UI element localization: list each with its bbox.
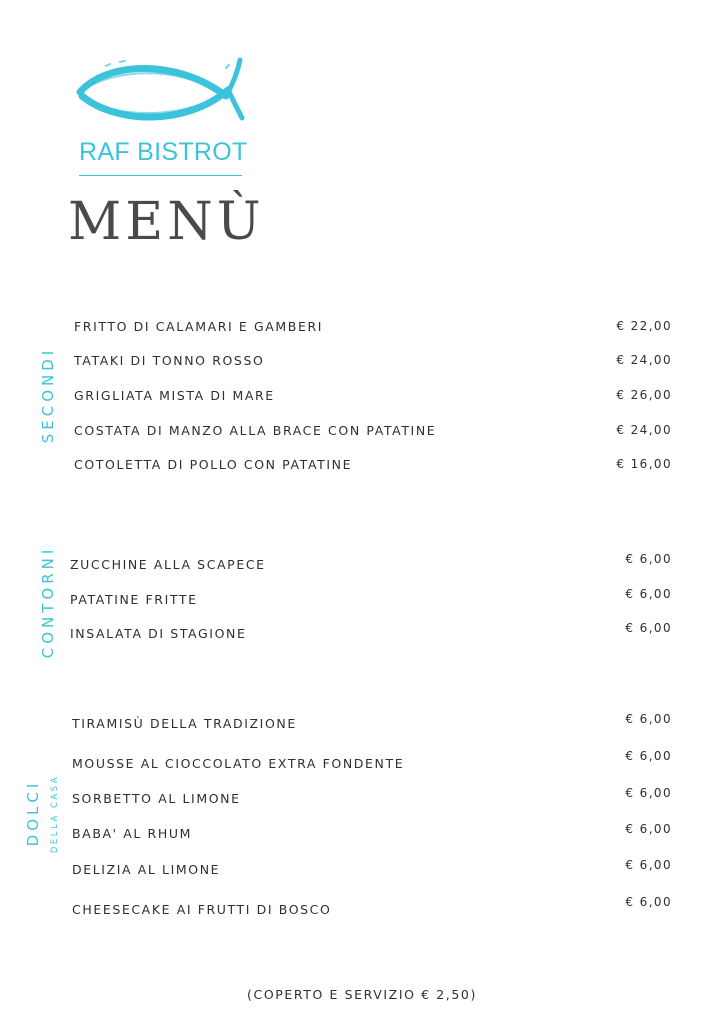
menu-item: PATATINE FRITTE	[70, 592, 198, 607]
menu-item: ZUCCHINE ALLA SCAPECE	[70, 557, 266, 572]
page-title: MENÙ	[68, 192, 265, 252]
brand-divider	[79, 175, 242, 176]
section-label-secondi: SECONDI	[39, 346, 57, 444]
section-label-contorni: CONTORNI	[39, 545, 57, 659]
menu-item: INSALATA DI STAGIONE	[70, 626, 247, 641]
brand-name: RAF BISTROT	[79, 138, 248, 166]
menu-item-price: € 6,00	[625, 587, 672, 601]
menu-item-price: € 24,00	[616, 423, 672, 437]
menu-item: COSTATA DI MANZO ALLA BRACE CON PATATINE	[74, 423, 437, 438]
menu-item-price: € 6,00	[625, 895, 672, 909]
menu-item: FRITTO DI CALAMARI E GAMBERI	[74, 319, 324, 334]
menu-item-price: € 6,00	[625, 552, 672, 566]
menu-item: MOUSSE AL CIOCCOLATO EXTRA FONDENTE	[72, 756, 405, 771]
menu-item-price: € 6,00	[625, 858, 672, 872]
menu-item: TIRAMISÙ DELLA TRADIZIONE	[72, 716, 297, 731]
menu-item: GRIGLIATA MISTA DI MARE	[74, 388, 275, 403]
cover-charge-note: (COPERTO E SERVIZIO € 2,50)	[247, 987, 477, 1002]
menu-item: COTOLETTA DI POLLO CON PATATINE	[74, 457, 353, 472]
menu-item-price: € 26,00	[616, 388, 672, 402]
menu-item-price: € 24,00	[616, 353, 672, 367]
menu-item-price: € 22,00	[616, 319, 672, 333]
menu-item: SORBETTO AL LIMONE	[72, 791, 241, 806]
menu-item-price: € 6,00	[625, 621, 672, 635]
menu-item-price: € 16,00	[616, 457, 672, 471]
section-label-dolci: DOLCI	[24, 779, 42, 847]
menu-item-price: € 6,00	[625, 822, 672, 836]
menu-item: BABA' AL RHUM	[72, 826, 192, 841]
menu-item-price: € 6,00	[625, 786, 672, 800]
menu-item: TATAKI DI TONNO ROSSO	[74, 353, 265, 368]
menu-item: CHEESECAKE AI FRUTTI DI BOSCO	[72, 902, 332, 917]
fish-icon	[76, 52, 246, 128]
menu-item-price: € 6,00	[625, 712, 672, 726]
section-sublabel-dolci: DELLA CASA	[50, 774, 60, 854]
menu-item-price: € 6,00	[625, 749, 672, 763]
menu-item: DELIZIA AL LIMONE	[72, 862, 221, 877]
